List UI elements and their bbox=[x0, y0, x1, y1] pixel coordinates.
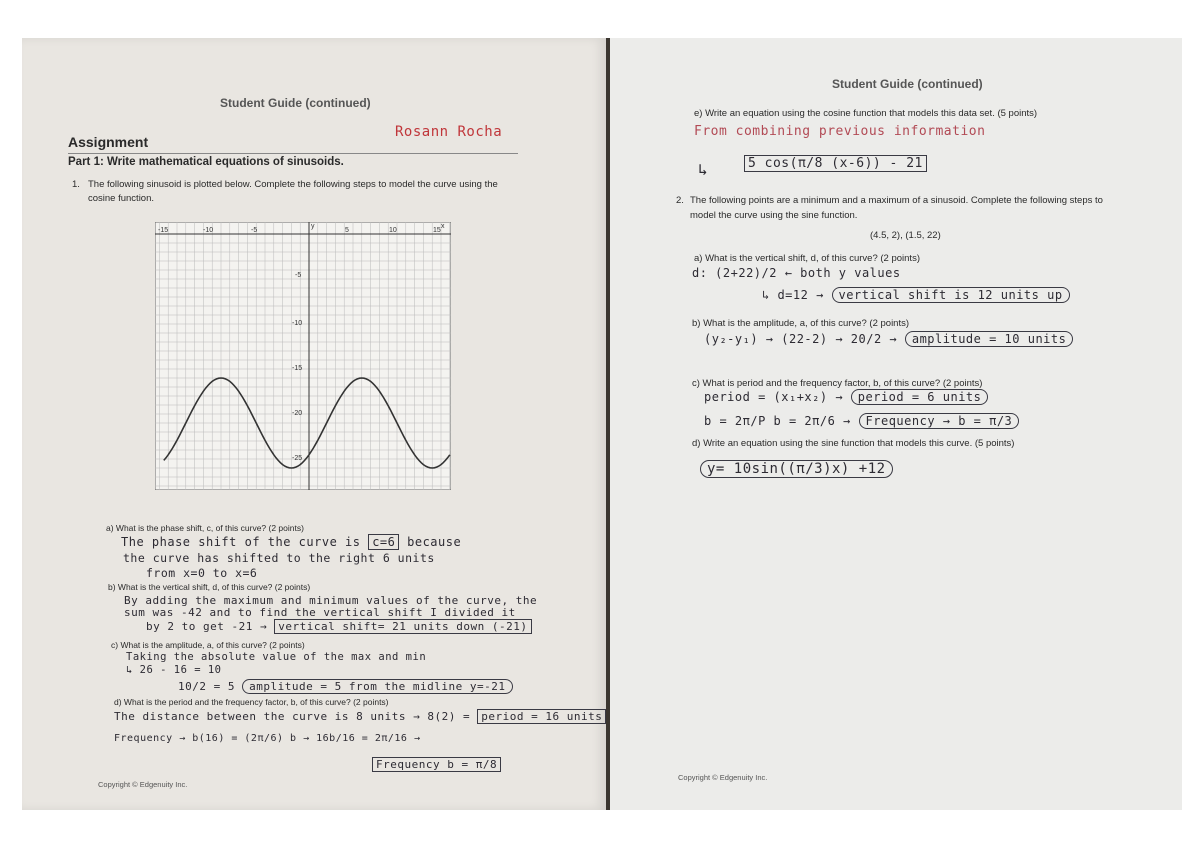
graph-x-tick: -5 bbox=[251, 227, 258, 234]
q2d-prompt: d) Write an equation using the sine function that models this curve. (5 points) bbox=[692, 438, 1015, 449]
graph-y-tick: -25 bbox=[292, 455, 303, 462]
q2c-answer-line2: b = 2π/P b = 2π/6 → Frequency → b = π/3 bbox=[704, 414, 1019, 428]
q2b-prompt: b) What is the amplitude, a, of this curve? (2 points) bbox=[692, 318, 910, 329]
qe-answer-box: 5 cos(π/8 (x-6)) - 21 bbox=[744, 155, 927, 172]
student-name: Rosann Rocha bbox=[395, 124, 503, 140]
q1a-answer-line3: from x=0 to x=6 bbox=[146, 566, 258, 580]
q1d-answer-line1: The distance between the curve is 8 units → 8(2) = period = 16 units bbox=[114, 710, 606, 723]
question-1-text-line1: The following sinusoid is plotted below. Complete the following steps to model the curve using the bbox=[88, 179, 498, 190]
title-divider bbox=[68, 153, 518, 154]
q2a-answer-line1: d: (2+22)/2 ← both y values bbox=[692, 266, 901, 280]
sinusoid-graph bbox=[155, 222, 451, 490]
right-copyright: Copyright © Edgenuity Inc. bbox=[678, 773, 768, 782]
q2b-answer-box: amplitude = 10 units bbox=[905, 331, 1074, 347]
graph-y-letter: y bbox=[311, 223, 315, 230]
q2d-answer bbox=[700, 461, 893, 477]
qe-answer-line1: From combining previous information bbox=[694, 124, 986, 139]
q1a-answer-box: c=6 bbox=[368, 534, 399, 550]
qe-answer-arrow: ↳ bbox=[698, 160, 709, 179]
q1a-prompt: a) What is the phase shift, c, of this curve? (2 points) bbox=[106, 523, 304, 533]
q2c-period-box: period = 6 units bbox=[851, 389, 989, 405]
graph-x-tick: 10 bbox=[389, 227, 397, 234]
qe-prompt: e) Write an equation using the cosine function that models this data set. (5 points) bbox=[694, 108, 1038, 119]
part-title: Part 1: Write mathematical equations of sinusoids. bbox=[68, 156, 344, 168]
question-2-points: (4.5, 2), (1.5, 22) bbox=[870, 230, 941, 241]
q2a-answer-box: vertical shift is 12 units up bbox=[832, 287, 1070, 303]
graph-y-tick: -10 bbox=[292, 320, 303, 327]
question-2-number: 2. bbox=[676, 195, 684, 206]
q2c-frequency-box: Frequency → b = π/3 bbox=[859, 413, 1020, 429]
question-1-text-line2: cosine function. bbox=[88, 193, 155, 204]
q1c-answer-line1: Taking the absolute value of the max and min bbox=[126, 651, 427, 663]
q2c-answer-line1: period = (x₁+x₂) → period = 6 units bbox=[704, 390, 988, 404]
graph-y-tick: -20 bbox=[292, 410, 303, 417]
q1a-answer-line1: The phase shift of the curve is c=6 because bbox=[121, 535, 462, 549]
q1a-answer-line2: the curve has shifted to the right 6 units bbox=[123, 551, 435, 565]
graph-x-tick: -15 bbox=[158, 227, 169, 234]
left-page-header: Student Guide (continued) bbox=[220, 96, 371, 110]
right-page-header: Student Guide (continued) bbox=[832, 77, 983, 91]
q1d-answer-line3 bbox=[372, 758, 501, 771]
q1c-prompt: c) What is the amplitude, a, of this curve? (2 points) bbox=[111, 640, 305, 650]
q1b-answer-box: vertical shift= 21 units down (-21) bbox=[274, 619, 531, 634]
q1b-prompt: b) What is the vertical shift, d, of this curve? (2 points) bbox=[108, 582, 311, 592]
assignment-title: Assignment bbox=[68, 134, 149, 150]
q1c-answer-line3: 10/2 = 5 amplitude = 5 from the midline y=-21 bbox=[178, 680, 513, 693]
q2b-answer-line1: (y₂-y₁) → (22-2) → 20/2 → amplitude = 10 units bbox=[704, 332, 1073, 346]
question-1-number: 1. bbox=[72, 179, 80, 190]
q1c-answer-line2: ↳ 26 - 16 = 10 bbox=[126, 664, 222, 676]
q2a-answer-line2: ↳ d=12 → vertical shift is 12 units up bbox=[762, 288, 1070, 302]
left-copyright: Copyright © Edgenuity Inc. bbox=[98, 780, 188, 789]
graph-x-tick: 15 bbox=[433, 227, 441, 234]
q1b-answer-line2: sum was -42 and to find the vertical shift I divided it bbox=[124, 606, 516, 619]
graph-x-tick: -10 bbox=[203, 227, 214, 234]
q2c-prompt: c) What is period and the frequency factor, b, of this curve? (2 points) bbox=[692, 378, 983, 389]
q2d-answer-box: y= 10sin((π/3)x) +12 bbox=[700, 460, 893, 478]
question-2-text-line1: The following points are a minimum and a maximum of a sinusoid. Complete the following steps to bbox=[690, 195, 1103, 206]
q1b-answer-line3: by 2 to get -21 → vertical shift= 21 units down (-21) bbox=[146, 620, 532, 633]
graph-x-letter: x bbox=[441, 223, 445, 230]
question-2-text-line2: model the curve using the sine function. bbox=[690, 210, 858, 221]
q1d-period-box: period = 16 units bbox=[477, 709, 606, 724]
q1d-prompt: d) What is the period and the frequency factor, b, of this curve? (2 points) bbox=[114, 697, 389, 707]
q2a-prompt: a) What is the vertical shift, d, of this curve? (2 points) bbox=[694, 253, 920, 264]
q1d-frequency-box: Frequency b = π/8 bbox=[372, 757, 501, 772]
qe-answer-equation bbox=[744, 156, 927, 171]
graph-x-tick: 5 bbox=[345, 227, 349, 234]
q1b-answer-line1: By adding the maximum and minimum values of the curve, the bbox=[124, 594, 538, 607]
graph-y-tick: -5 bbox=[295, 272, 302, 279]
graph-y-tick: -15 bbox=[292, 365, 303, 372]
q1c-answer-box: amplitude = 5 from the midline y=-21 bbox=[242, 679, 512, 694]
q1d-answer-line2: Frequency → b(16) = (2π/6) b → 16b/16 = 2π/16 → bbox=[114, 733, 421, 744]
